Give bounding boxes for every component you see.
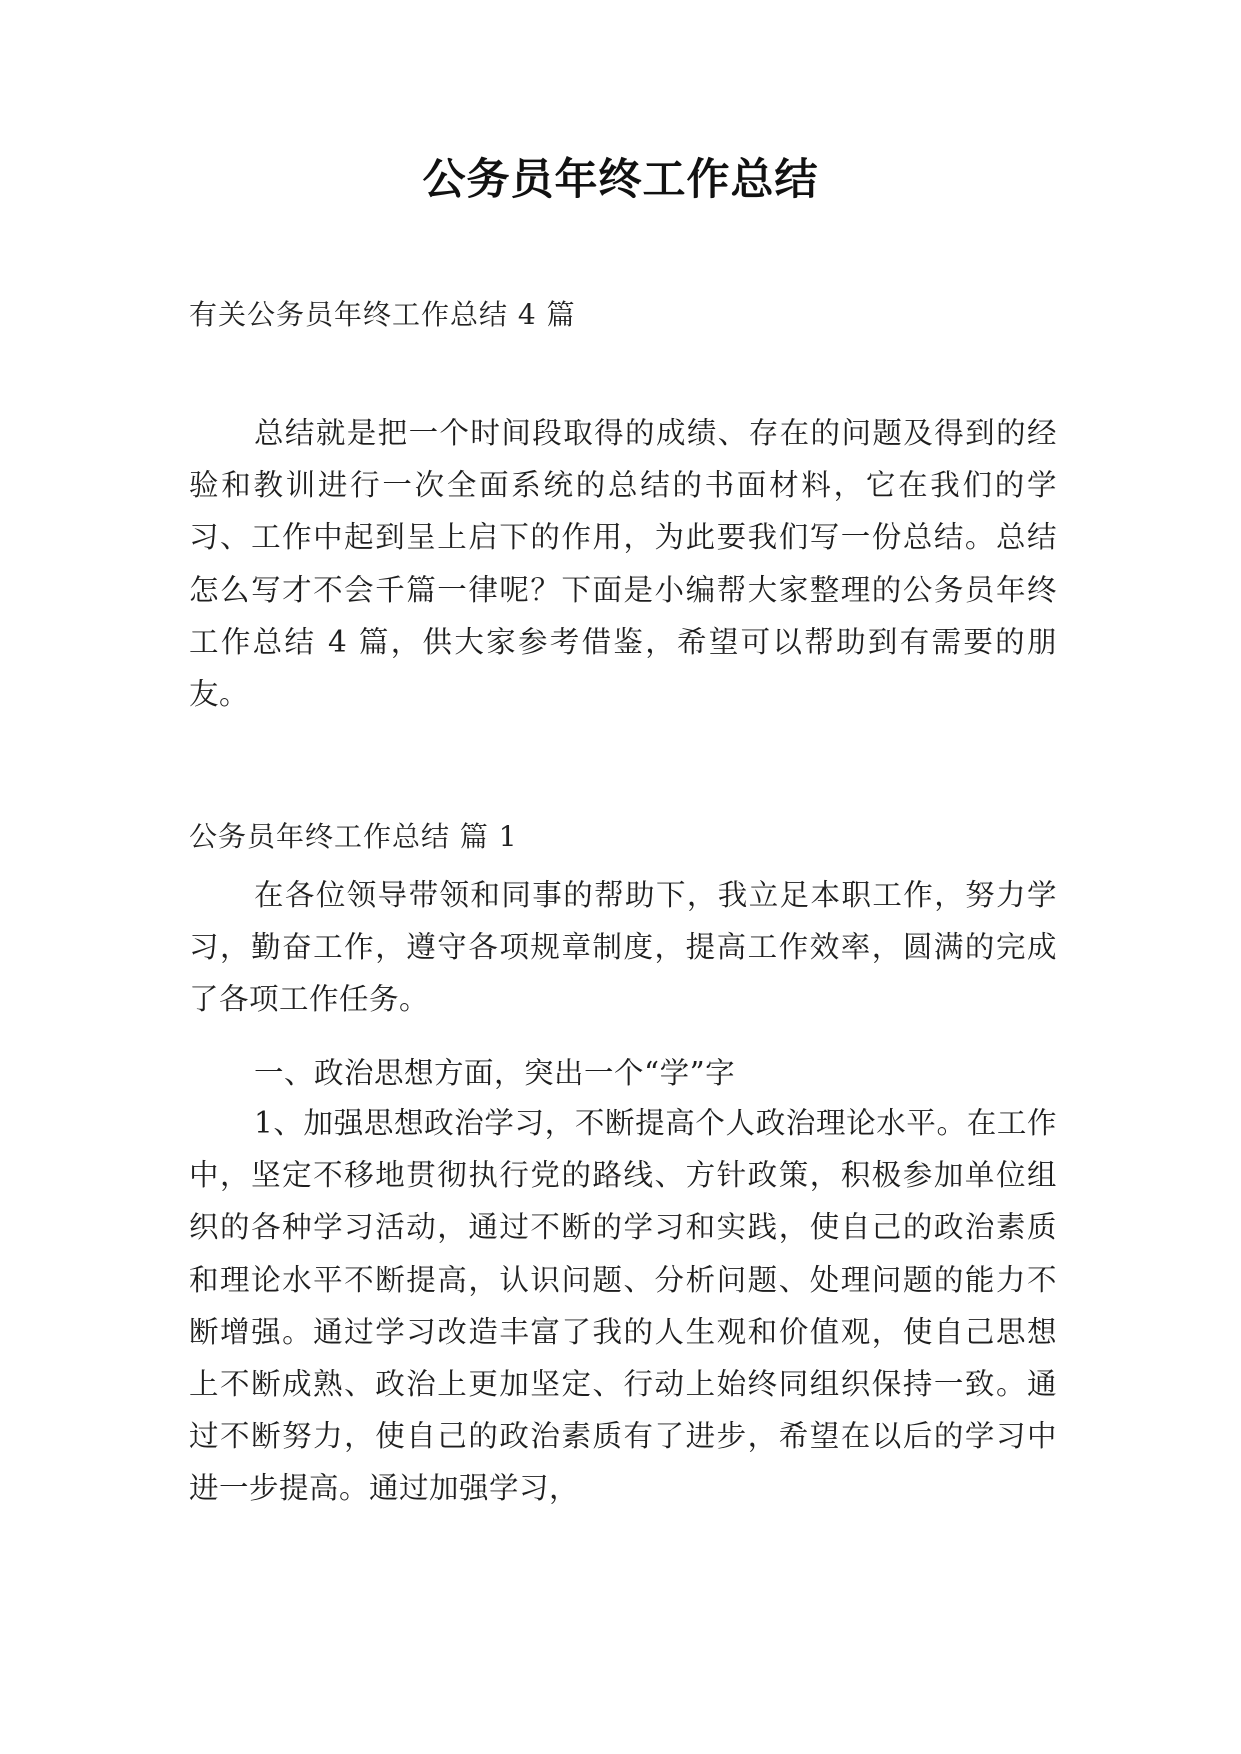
section-heading: 公务员年终工作总结 篇 1 bbox=[189, 820, 518, 853]
intro-paragraph: 总结就是把一个时间段取得的成绩、存在的问题及得到的经验和教训进行一次全面系统的总结的书面材料，它在我们的学习、工作中起到呈上启下的作用，为此要我们写一份总结。总结怎么写才不会千篇一律呢？下面是小编帮大家整理的公务员年终工作总结 4 篇，供大家参考借鉴，希望可以帮助到有需要的朋友。 bbox=[189, 416, 1057, 712]
body-paragraph: 1、加强思想政治学习，不断提高个人政治理论水平。在工作中，坚定不移地贯彻执行党的路线、方针政策，积极参加单位组织的各种学习活动，通过不断的学习和实践，使自己的政治素质和理论水平不断提高，认识问题、分析问题、处理问题的能力不断增强。通过学习改造丰富了我的人生观和价值观，使自己思想上不断成熟、政治上更加坚定、行动上始终同组织保持一致。通过不断努力，使自己的政治素质有了进步，希望在以后的学习中进一步提高。通过加强学习， bbox=[189, 1106, 1057, 1506]
document-title: 公务员年终工作总结 bbox=[422, 155, 819, 205]
body-paragraph: 在各位领导带领和同事的帮助下，我立足本职工作，努力学习，勤奋工作，遵守各项规章制度，提高工作效率，圆满的完成了各项工作任务。 bbox=[189, 878, 1057, 1017]
subsection-heading: 一、政治思想方面，突出一个“学”字 bbox=[254, 1056, 736, 1090]
document-subtitle: 有关公务员年终工作总结 4 篇 bbox=[189, 298, 576, 331]
